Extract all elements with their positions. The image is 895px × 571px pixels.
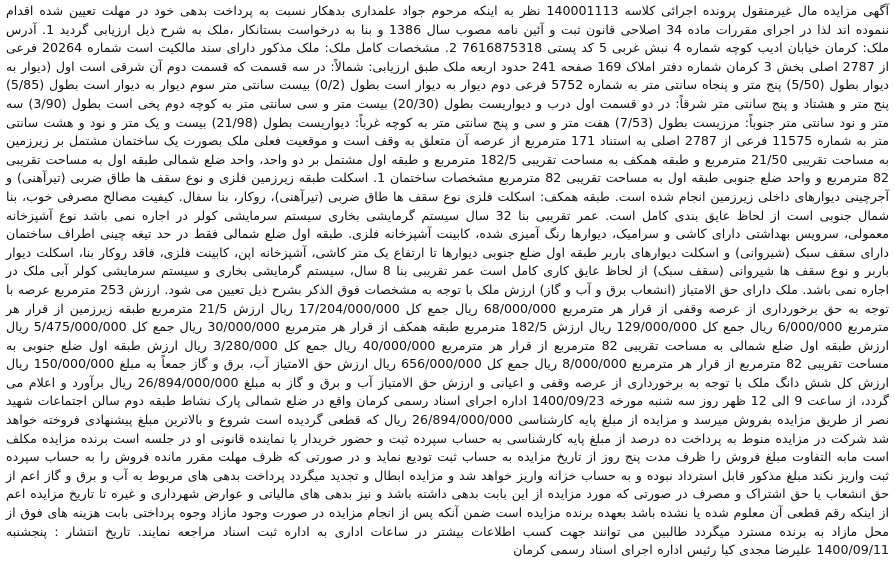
auction-notice-body: آگهی مزایده مال غیرمنقول پرونده اجرائی کلاسه 140001113 نظر به اینکه مرحوم جواد علمداری بدهکار نسبت به پرداخت بدهی خود در مهلت تعیین شده اقدام ننموده اند لذا در اجرای مقررات ماده 34 اصلاحی قانون ثبت و آئین نامه مصوب سال 1386 و بنا به درخواست بستانکار ،ملک به شرح ذیل ارزیابی گردید 1. آدرس ملک: کرمان خیابان ادیب کوچه شماره 4 نبش غربی 5 کد پستی 7616875318 2. مشخصات کامل ملک: ملک مذکور دارای سند مالکیت است شماره 20264 فرعی از 2787 اصلی بخش 3 کرمان شماره دفتر املاک 169 صفحه 241 حدود اربعه ملک طبق ارزیابی: شمالاً: در سه قسمت که قسمت دوم آن شرقی است اول (دیوار به دیوار بطول (5/50) پنج متر و پنجاه سانتی متر به شماره 5752 فرعی دوم دیوار به دیوار است بطول (0/2) بیست سانتی متر سوم دیوار به دیوار است بطول (5/85) پنج متر و هشتاد و پنج سانتی متر شرقاً: در دو قسمت اول درب و دیواریست بطول (20/30) بیست متر و سی سانتی متر به کوچه دوم پخی است بطول (3/90) سه متر و نود سانتی متر جنوباً: مرزیست بطول (7/53) هفت متر و سی و پنج سانتی متر به کوچه غرباً: دیواریست بطول (21/98) بیست و یک متر و نود و هشت سانتی متر به شماره 11575 فرعی از 2787 اصلی به استناد 171 مترمربع از عرصه آن متعلق به وقف است و موقعیت فعلی ملک بصورت یک ساختمان مشتمل بر زیرزمین به مساحت تقریبی 21/50 مترمربع و طبقه همکف به مساحت تقریبی 182/5 مترمربع و طبقه اول مشتمل بر دو واحد، واحد ضلع شمالی طبقه اول به مساحت تقریبی 82 مترمربع و واحد ضلع جنوبی طبقه اول به مساحت تقریبی 82 مترمربع مشخصات ساختمان 1. اسکلت طبقه زیرزمین فلزی و نوع سقف ها طاق ضربی (تیرآهنی) و آجرچینی دیوارهای داخلی زیرزمین انجام شده است. طبقه همکف: اسکلت فلزی نوع سقف ها طاق ضربی (تیرآهنی)، روکار، بنا سفال. کیفیت مصالح مصرفی خوب، بنا شمال جنوبی است از لحاظ عایق بندی کامل است. عمر تقریبی بنا 32 سال سیستم گرمایشی بخاری سیستم سرمایشی کولر در اجاره نمی باشد نوع آشپزخانه معمولی، سرویس بهداشتی دارای کاشی و سرامیک، دیوارها رنگ آمیزی شده، کابینت آشپزخانه فلزی. طبقه اول ضلع شمالی فقط در حد تیغه چینی اطراف ساختمان دارای سقف سبک (شیروانی) و اسکلت دیوارهای باربر طبقه اول ضلع جنوبی دیوارها تا ارتفاع یک متر کاشی، آشپزخانه اپن، کابینت فلزی، فاقد روکار بنا، اسکلت دیوار باربر و نوع سقف ها شیروانی (سقف سبک) از لحاظ عایق کاری کامل است عمر تقریبی بنا 8 سال، سیستم گرمایشی بخاری و سیستم سرمایشی کولر آبی ملک در اجاره نمی باشد. ملک دارای حق الامتیاز (انشعاب برق و آب و گاز) ارزش ملک با توجه به مشخصات فوق الذکر بشرح ذیل تعیین می شود. ارزش 253 مترمربع عرصه با توجه به حق برخورداری از عرصه وقفی از قرار هر مترمربع 68/000/000 ریال جمع کل 17/204/000/000 ریال ارزش 21/5 مترمربع طبقه زیرزمین از قرار هر مترمربع 6/000/000 ریال جمع کل 129/000/000 ریال ارزش 182/5 مترمربع طبقه همکف از قرار هر مترمربع 30/000/000 ریال جمع کل 5/475/000/000 ریال ارزش طبقه اول ضلع شمالی به مساحت تقریبی 82 مترمربع از قرار هر مترمربع 40/000/000 ریال جمع کل 3/280/000 ریال ارزش طبقه اول ضلع جنوبی به مساحت تقریبی 82 مترمربع از قرار هر مترمربع 8/000/000 ریال جمع کل 656/000/000 ریال ارزش حق الامتیاز آب، برق و گاز جمعاً به مبلغ 150/000/000 ریال ارزش کل شش دانگ ملک با توجه به برخورداری از عرصه وقفی و اعیانی و ارزش حق الامتیاز آب و برق و گاز به مبلغ 26/894/000/000 ریال برآورد و اعلام می گردد، از ساعت 9 الی 12 ظهر روز سه شنبه مورخه 1400/09/23 اداره اجرای اسناد رسمی کرمان واقع در ضلع شمالی پارک نشاط طبقه دوم سالن اجتماعات شهید نصر از طریق مزایده بفروش میرسد و مزایده از مبلغ پایه کارشناسی 26/894/000/000 ریال که قطعی گردیده است شروع و بالاترین مبلغ پیشنهادی فروخته خواهد شد شرکت در مزایده منوط به پرداخت ده درصد از مبلغ پایه کارشناسی به حساب سپرده ثبت و حضور خریدار یا نماینده قانونی او در جلسه است برنده مزایده مکلف است مابه التفاوت مبلغ فروش را ظرف مدت پنج روز از تاریخ مزایده به حساب ثبت تودیع نماید و در صورتی که ظرف مهلت مقرر مانده فروش را به حساب سپرده ثبت واریز نکند مبلغ مذکور قابل استرداد نبوده و به حساب خزانه واریز خواهد شد و مزایده ابطال و تجدید میگردد پرداخت بدهی های مربوط به آب و برق و گاز اعم از حق انشعاب یا حق اشتراک و مصرف در صورتی که مورد مزایده از این بابت بدهی داشته باشد و نیز بدهی های مالیاتی و عوارض شهرداری و غیره تا تاریخ مزایده اعم از اینکه رقم قطعی آن معلوم شده یا نشده باشد بعهده برنده مزایده است ضمن آنکه پس از انجام مزایده در صورت وجود مازاد وجوه پرداختی بابت هزینه های فوق از محل مازاد به برنده مسترد میگردد طالبین می توانند جهت کسب اطلاعات بیشتر در ساعات اداری به اداره ثبت اسناد مراجعه نمایند. تاریخ انتشار : پنجشنبه 1400/09/11 علیرضا مجدی کیا رئیس اداره اجرای اسناد رسمی کرمان — [6, 3, 890, 558]
